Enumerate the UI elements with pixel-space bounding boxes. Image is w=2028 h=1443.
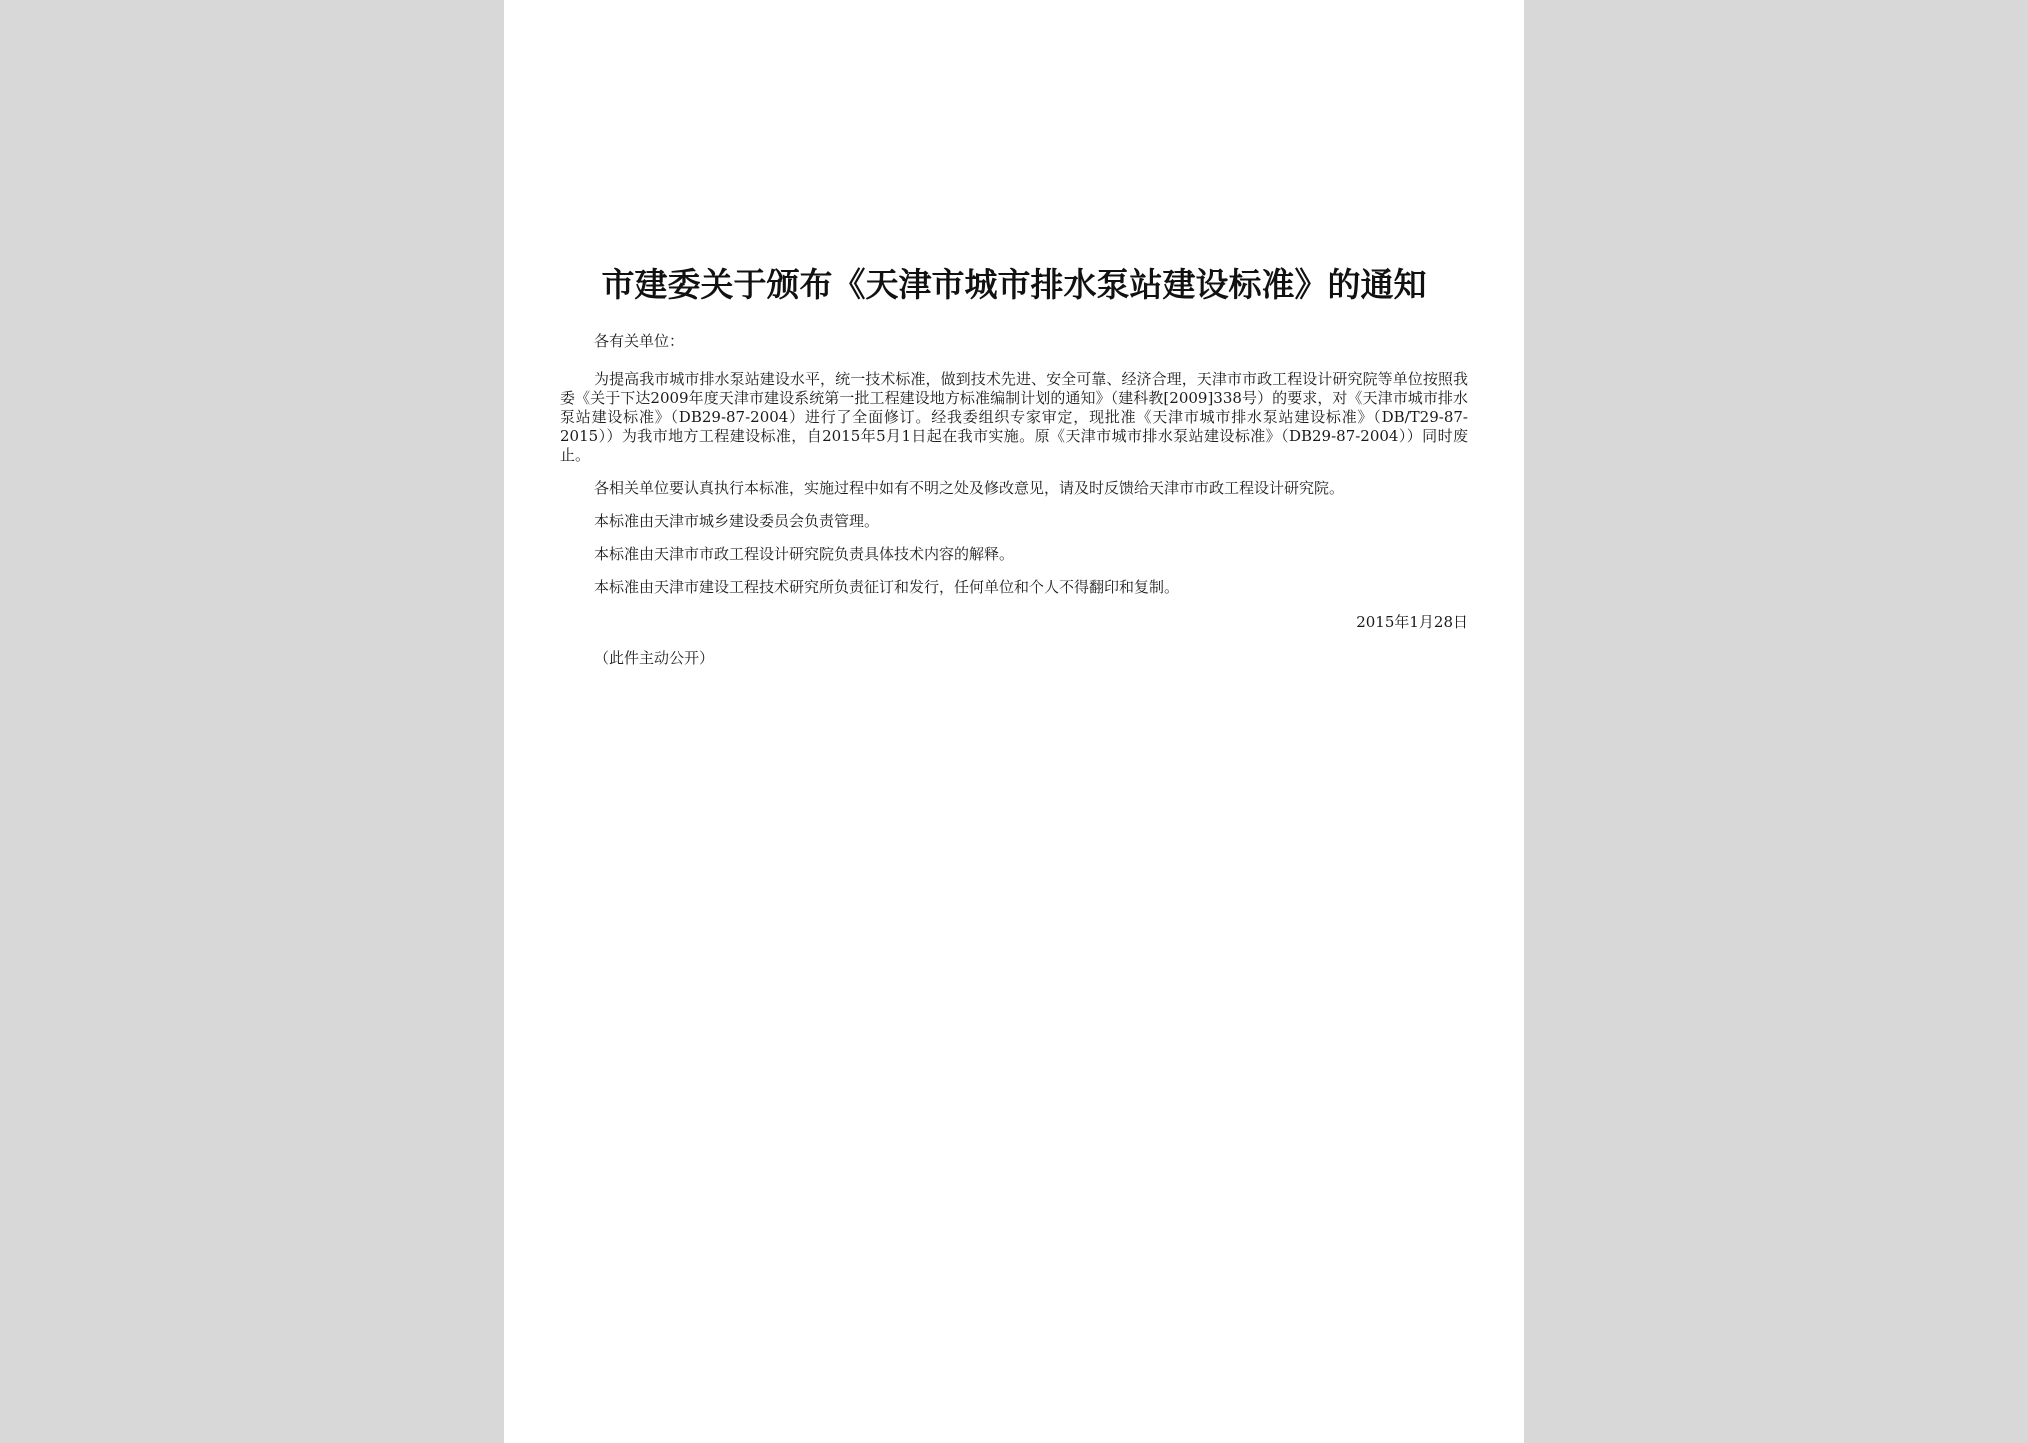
document-date: 2015年1月28日: [1356, 613, 1468, 631]
document-title: 市建委关于颁布《天津市城市排水泵站建设标准》的通知: [601, 265, 1427, 304]
disclosure-note: （此件主动公开）: [594, 649, 715, 667]
paragraph-5: 本标准由天津市建设工程技术研究所负责征订和发行，任何单位和个人不得翻印和复制。: [594, 578, 1180, 596]
document-content: [560, 262, 1468, 669]
paragraph-3: 本标准由天津市城乡建设委员会负责管理。: [594, 512, 880, 530]
paragraph-4: 本标准由天津市市政工程设计研究院负责具体技术内容的解释。: [594, 545, 1015, 563]
paragraph-2: 各相关单位要认真执行本标准，实施过程中如有不明之处及修改意见，请及时反馈给天津市市政工程设计研究院。: [594, 479, 1345, 497]
document-page: [504, 0, 1524, 1443]
paragraph-1: 为提高我市城市排水泵站建设水平，统一技术标准，做到技术先进、安全可靠、经济合理，天津市市政工程设计研究院等单位按照我委《关于下达2009年度天津市建设系统第一批工程建设地方标准编制计划的通知》（建科教[2009]338号）的要求，对《天津市城市排水泵站建设标准》（DB29-87-2004）进行了全面修订。经我委组织专家审定，现批准《天津市城市排水泵站建设标准》（DB/T29-87-2015））为我市地方工程建设标准，自2015年5月1日起在我市实施。原《天津市城市排水泵站建设标准》（DB29-87-2004））同时废止。: [560, 370, 1468, 464]
salutation: 各有关单位：: [594, 332, 685, 350]
